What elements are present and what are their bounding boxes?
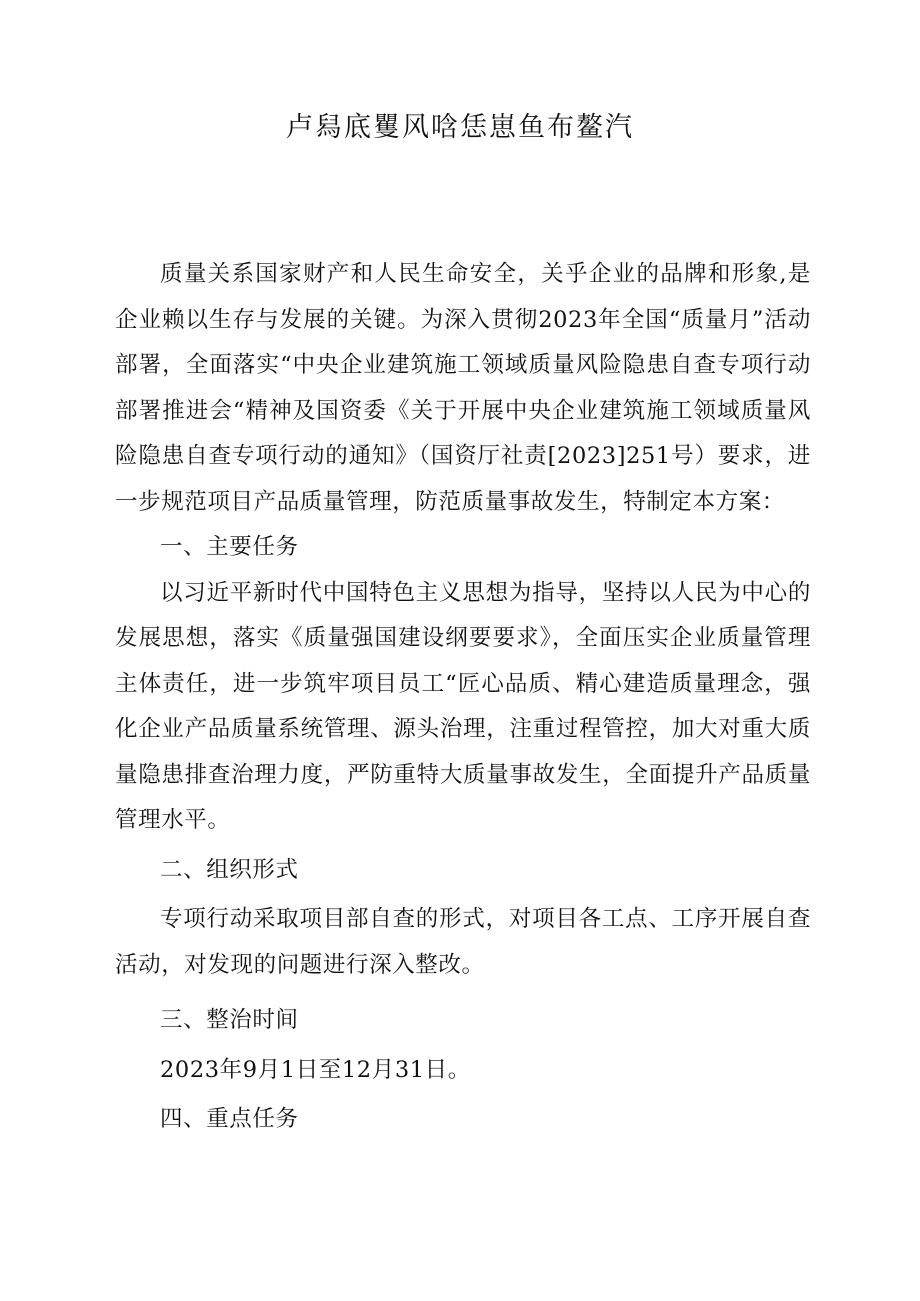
section-heading-main-tasks: 一、主要任务 bbox=[160, 534, 299, 560]
section-body-main-tasks: 以习近平新时代中国特色主义思想为指导，坚持以人民为中心的发展思想，落实《质量强国建设纲要要求》，全面压实企业质量管理主体责任，进一步筑牢项目员工“匠心品质、精心建造质量理念，强化企业产品质量系统管理、源头治理，注重过程管控，加大对重大质量隐患排查治理力度，严防重特大质量事故发生，全面提升产品质量管理水平。 bbox=[115, 579, 811, 833]
document-body bbox=[115, 252, 811, 1143]
section-body-schedule: 2023年9月1日至12月31日。 bbox=[160, 1056, 471, 1083]
section-body-organization: 专项行动采取项目部自查的形式，对项目各工点、工序开展自查活动，对发现的问题进行深入整改。 bbox=[115, 906, 811, 978]
intro-paragraph: 质量关系国家财产和人民生命安全，关乎企业的品牌和形象,是企业赖以生存与发展的关键。为深入贯彻2023年全国“质量月”活动部署，全面落实“中央企业建筑施工领域质量风险隐患自查专项行动部署推进会“精神及国资委《关于开展中央企业建筑施工领域质量风险隐患自查专项行动的通知》（国资厅社责[2023]251号）要求，进一步规范项目产品质量管理，防范质量事故发生，特制定本方案： bbox=[115, 261, 811, 515]
section-heading-schedule: 三、整治时间 bbox=[160, 1007, 299, 1033]
section-heading-key-tasks: 四、重点任务 bbox=[160, 1106, 299, 1132]
section-heading-organization: 二、组织形式 bbox=[160, 856, 299, 883]
document-title: 卢舄底矍风唅恁崽鱼布鳌汽 bbox=[286, 112, 634, 143]
